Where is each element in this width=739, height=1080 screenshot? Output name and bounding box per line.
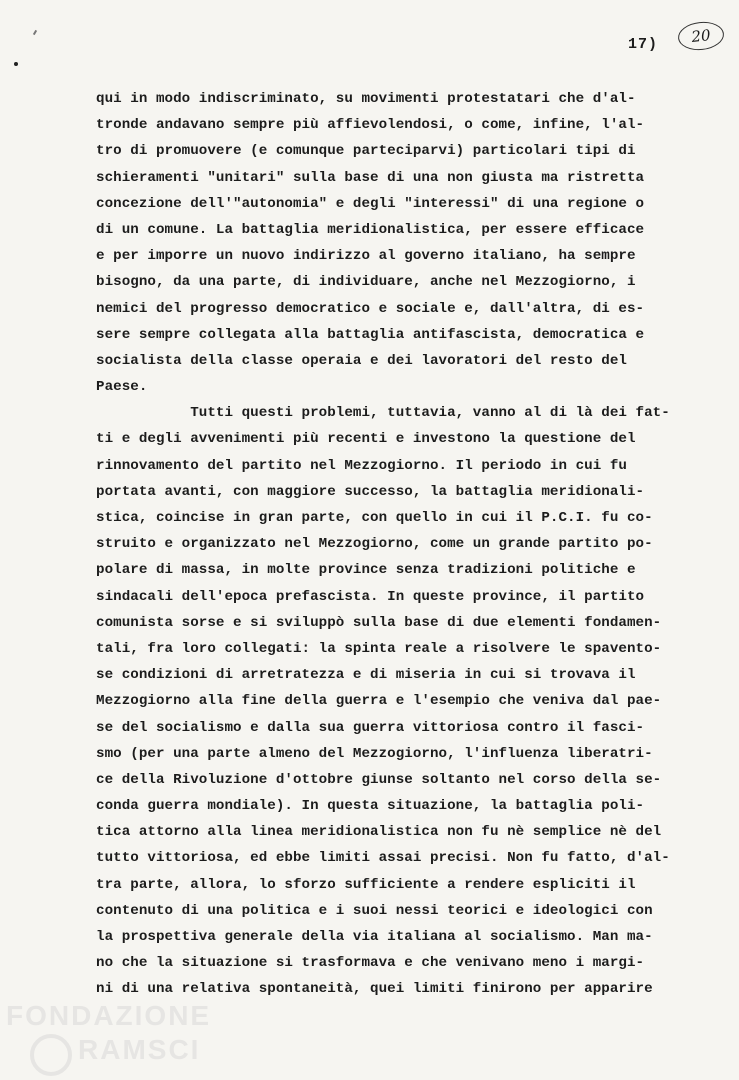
text-line: ni di una relativa spontaneità, quei limiti finirono per apparire (96, 981, 653, 998)
text-line: se condizioni di arretratezza e di miseria in cui si trovava il (96, 667, 636, 684)
text-line: conda guerra mondiale). In questa situazione, la battaglia poli- (96, 798, 645, 815)
text-line: nemici del progresso democratico e sociale e, dall'altra, di es- (96, 300, 645, 317)
text-line: contenuto di una politica e i suoi nessi teorici e ideologici con (96, 902, 653, 919)
text-line: stica, coincise in gran parte, con quello in cui il P.C.I. fu co- (96, 510, 653, 526)
text-line: Paese. (96, 379, 148, 396)
text-line: tro di promuovere (e comunque parteciparvi) particolari tipi di (96, 143, 636, 160)
text-line: la prospettiva generale della via italiana al socialismo. Man ma- (96, 929, 653, 945)
text-line: no che la situazione si trasformava e che venivano meno i margi- (96, 955, 645, 972)
text-line: e per imporre un nuovo indirizzo al governo italiano, ha sempre (96, 248, 636, 265)
text-line: rinnovamento del partito nel Mezzogiorno. Il periodo in cui fu (96, 457, 627, 474)
text-line: portata avanti, con maggiore successo, la battaglia meridionali- (96, 483, 645, 500)
text-line: bisogno, da una parte, di individuare, anche nel Mezzogiorno, i (96, 274, 636, 291)
archive-number-stamp: 20 (677, 20, 726, 53)
typewritten-body (96, 86, 696, 1003)
text-line: tali, fra loro collegati: la spinta reale a risolvere le spavento- (96, 640, 662, 657)
text-line: Mezzogiorno alla fine della guerra e l'esempio che veniva dal pae- (96, 693, 662, 710)
text-line: se del socialismo e dalla sua guerra vittoriosa contro il fasci- (96, 719, 645, 736)
watermark-logo-2: RAMSCI (78, 1034, 201, 1065)
text-line: sere sempre collegata alla battaglia antifascista, democratica e (96, 326, 645, 343)
text-line: ce della Rivoluzione d'ottobre giunse soltanto nel corso della se- (96, 771, 662, 788)
text-line: tra parte, allora, lo sforzo sufficiente a rendere espliciti il (96, 876, 636, 893)
watermark-circle (30, 1034, 72, 1076)
text-line: polare di massa, in molte province senza tradizioni politiche e (96, 562, 636, 579)
text-line: tutto vittoriosa, ed ebbe limiti assai precisi. Non fu fatto, d'al- (96, 850, 670, 867)
text-line: tronde andavano sempre più affievolendosi, o come, infine, l'al- (96, 117, 645, 134)
text-line: socialista della classe operaia e dei lavoratori del resto del (96, 352, 627, 369)
page-number: 17) (628, 36, 659, 53)
ink-dot (14, 62, 18, 66)
text-line: qui in modo indiscriminato, su movimenti protestatari che d'al- (96, 91, 636, 107)
text-line: ti e degli avvenimenti più recenti e investono la questione del (96, 431, 636, 448)
text-line: tica attorno alla linea meridionalistica non fu nè semplice nè del (96, 824, 662, 841)
text-line: smo (per una parte almeno del Mezzogiorno, l'influenza liberatri- (96, 745, 653, 762)
text-line: sindacali dell'epoca prefascista. In queste province, il partito (96, 588, 645, 605)
text-line: comunista sorse e si sviluppò sulla base di due elementi fondamen- (96, 614, 662, 631)
text-line: struito e organizzato nel Mezzogiorno, come un grande partito po- (96, 536, 653, 553)
text-line: concezione dell'"autonomia" e degli "interessi" di una regione o (96, 195, 645, 212)
text-line: schieramenti "unitari" sulla base di una non giusta ma ristretta (96, 169, 645, 186)
watermark-logo: FONDAZIONE (6, 1000, 212, 1031)
ink-tick (33, 30, 37, 35)
text-line: di un comune. La battaglia meridionalistica, per essere efficace (96, 221, 645, 238)
text-line: Tutti questi problemi, tuttavia, vanno al di là dei fat- (96, 405, 670, 422)
